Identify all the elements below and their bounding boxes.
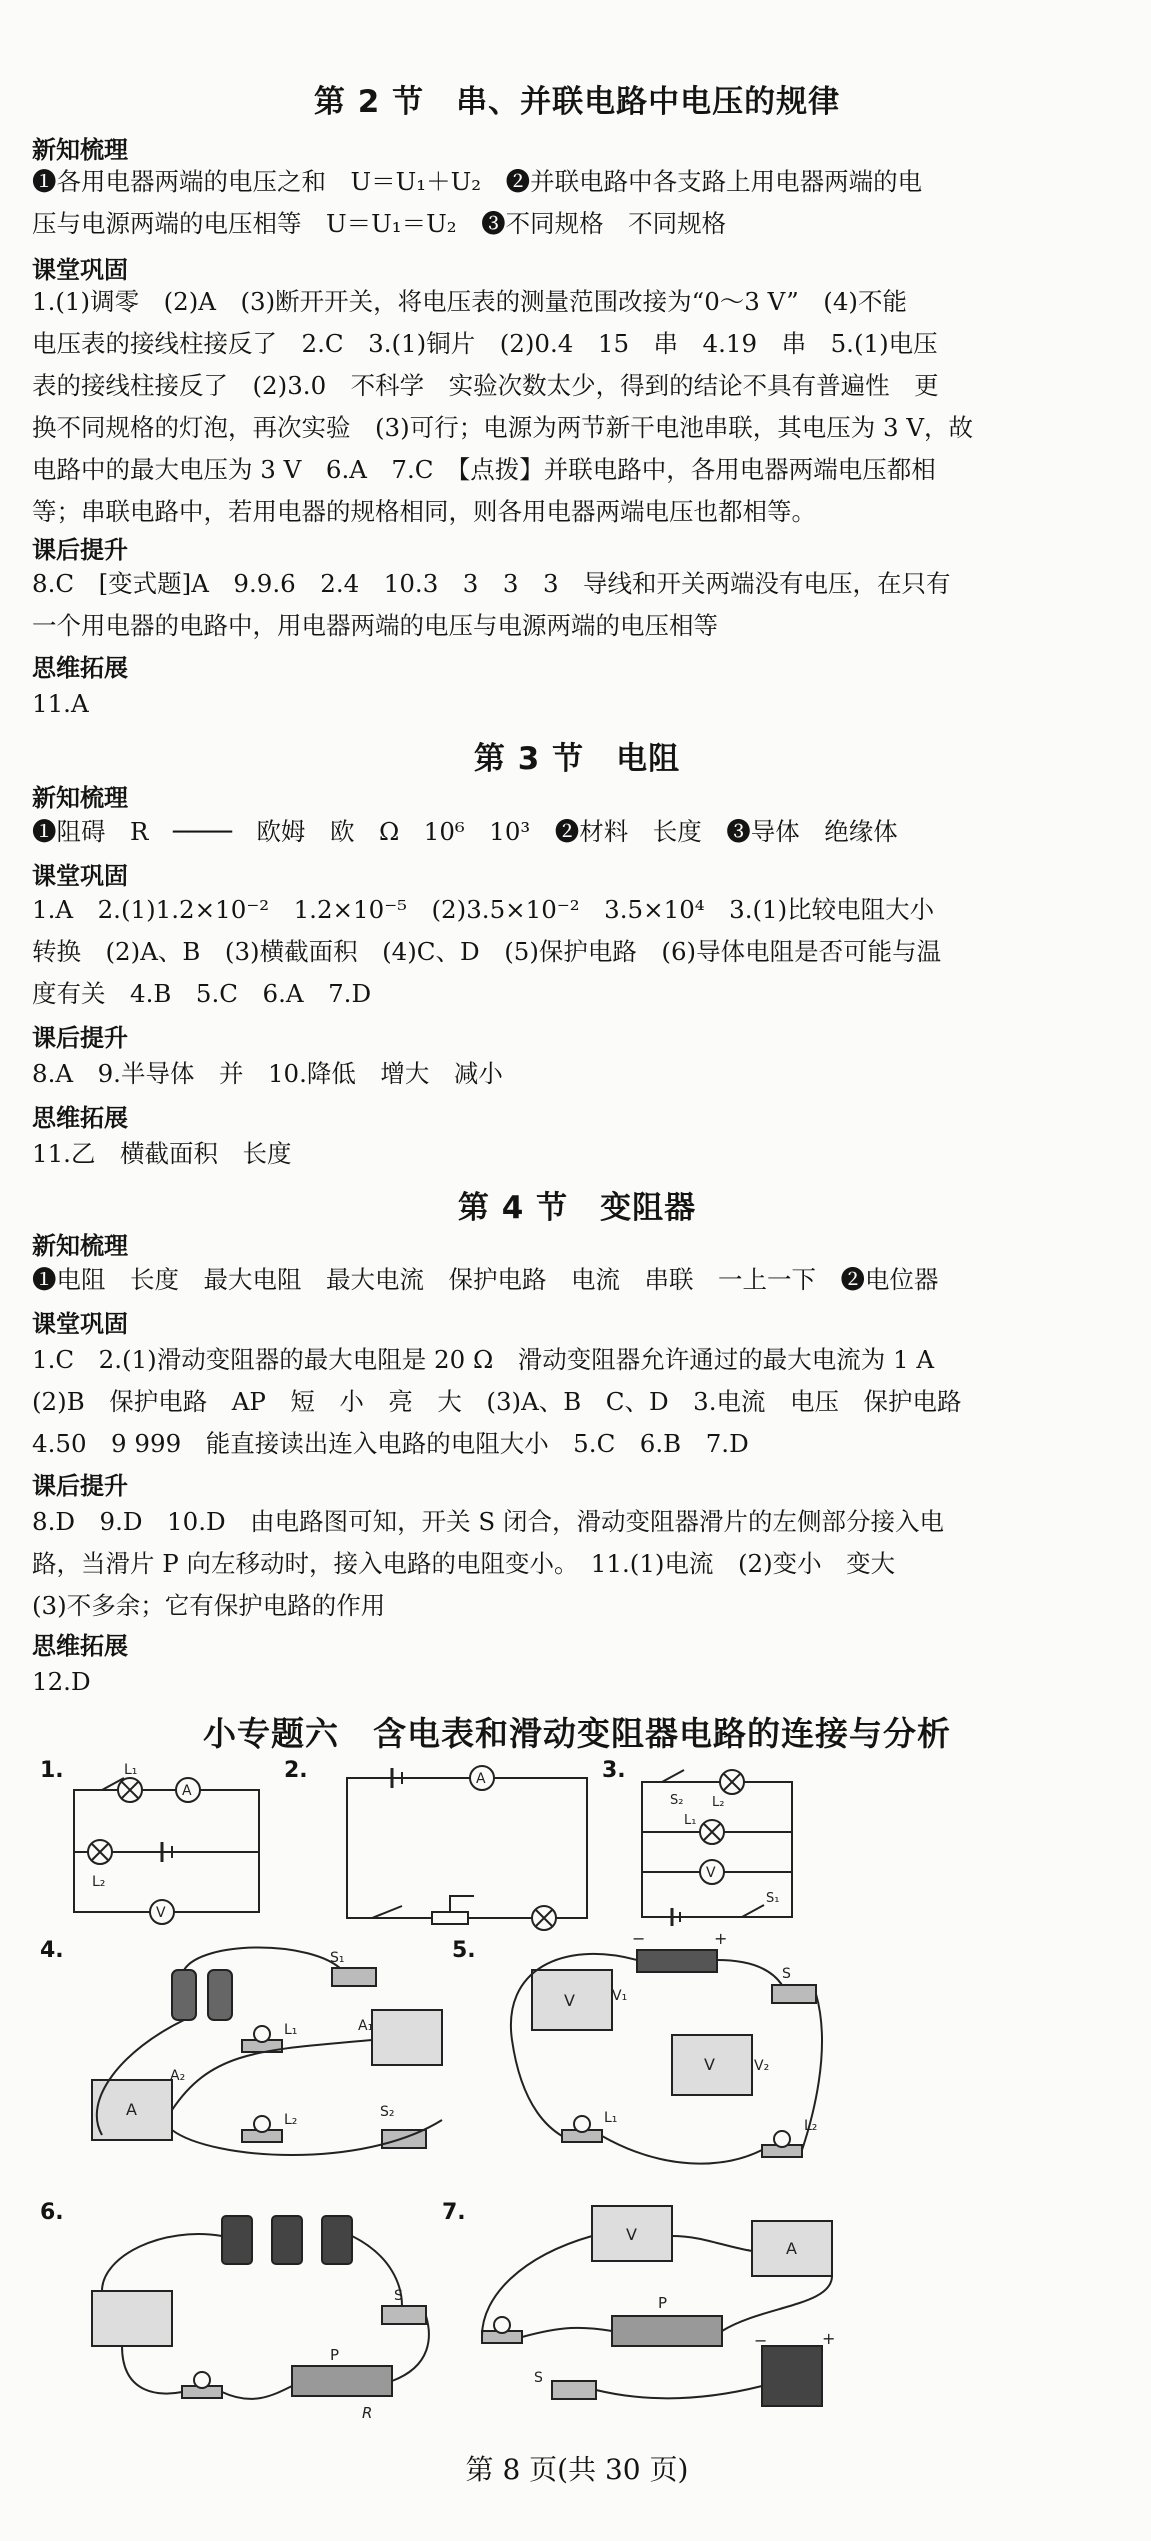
- circuit-wire: [102, 2234, 222, 2291]
- label-l1: L₁: [284, 2022, 298, 2038]
- lamp-bulb: [194, 2372, 210, 2388]
- circuit-wire: [717, 1960, 782, 1985]
- label-s: S: [782, 1966, 791, 1982]
- circuit-wire: [184, 1948, 342, 1971]
- page-footer: 第 8 页(共 30 页): [465, 2453, 689, 2486]
- figure-number: 1.: [40, 1758, 64, 1783]
- answer-line: 换不同规格的灯泡，再次实验 (3)可行；电源为两节新干电池串联，其电压为 3 V，故: [32, 413, 974, 442]
- label-v: V: [564, 1991, 575, 2010]
- switch-s: [552, 2381, 596, 2399]
- label-a2: A₂: [170, 2068, 186, 2084]
- switch-s1-symbol: [742, 1905, 764, 1917]
- circuit-diagram-2: [312, 1762, 602, 1932]
- answer-line: 电路中的最大电压为 3 V 6.A 7.C 【点拨】并联电路中，各用电器两端电压都相: [32, 455, 936, 484]
- label-v2: V₂: [754, 2058, 770, 2074]
- switch-s2-symbol: [662, 1770, 684, 1782]
- subsection-heading: 课后提升: [32, 536, 128, 564]
- circuit-wire: [122, 2346, 182, 2394]
- label-l2: L₂: [92, 1874, 106, 1890]
- figure-number: 4.: [40, 1938, 64, 1963]
- battery-cell: [322, 2216, 352, 2264]
- label-plus: +: [822, 2329, 836, 2348]
- circuit-wire: [596, 2386, 762, 2398]
- subsection-heading: 课堂巩固: [32, 862, 128, 890]
- figure-number: 2.: [284, 1758, 308, 1783]
- subsection-heading: 课堂巩固: [32, 256, 128, 284]
- answer-line: 8.A 9.半导体 并 10.降低 增大 减小: [32, 1059, 503, 1088]
- answer-line: 电压表的接线柱接反了 2.C 3.(1)铜片 (2)0.4 15 串 4.19 串 5.(1)电压: [32, 329, 938, 358]
- section-title: 第 3 节 电阻: [473, 741, 681, 777]
- circuit-diagram-4: [62, 1930, 462, 2190]
- battery-cell: [172, 1970, 196, 2020]
- label-r: R: [362, 2404, 373, 2422]
- circuit-diagram-3: [632, 1762, 832, 1932]
- battery-pack: [637, 1950, 717, 1972]
- label-l1: L₁: [124, 1762, 138, 1778]
- answer-line: (3)不多余；它有保护电路的作用: [32, 1591, 386, 1620]
- rheostat-symbol: [432, 1912, 468, 1924]
- answer-line: 等；串联电路中，若用电器的规格相同，则各用电器两端电压也都相等。: [32, 497, 816, 526]
- subsection-heading: 课堂巩固: [32, 1310, 128, 1338]
- lamp-bulb: [254, 2026, 270, 2042]
- special-topic-title: 小专题六 含电表和滑动变阻器电路的连接与分析: [203, 1714, 951, 1753]
- subsection-heading: 新知梳理: [32, 136, 128, 164]
- battery-cell: [272, 2216, 302, 2264]
- section-title: 第 2 节 串、并联电路中电压的规律: [313, 84, 841, 120]
- figure-number: 7.: [442, 2200, 466, 2225]
- subsection-heading: 课后提升: [32, 1472, 128, 1500]
- label-p: P: [330, 2346, 340, 2364]
- answer-line: 1.(1)调零 (2)A (3)断开开关，将电压表的测量范围改接为“0～3 V” (4)不能: [32, 287, 907, 316]
- label-s: S: [534, 2370, 543, 2386]
- label-plus: +: [714, 1930, 728, 1948]
- answer-line: 路，当滑片 P 向左移动时，接入电路的电阻变小。 11.(1)电流 (2)变小 变大: [32, 1549, 896, 1578]
- answer-line: ❶阻碍 R ──── 欧姆 欧 Ω 10⁶ 10³ ❷材料 长度 ❸导体 绝缘体: [32, 817, 898, 846]
- label-s1: S₁: [330, 1950, 345, 1966]
- answer-line: 12.D: [32, 1667, 91, 1696]
- answer-line: 1.A 2.(1)1.2×10⁻² 1.2×10⁻⁵ (2)3.5×10⁻² 3.5×10⁴ 3.(1)比较电阻大小: [32, 895, 935, 924]
- label-v: V: [706, 1865, 716, 1881]
- figure-number: 3.: [602, 1758, 626, 1783]
- circuit-diagram-7: [462, 2196, 862, 2426]
- battery-cell: [208, 1970, 232, 2020]
- switch-s: [772, 1985, 816, 2003]
- answer-line: 8.C [变式题]A 9.9.6 2.4 10.3 3 3 3 导线和开关两端没有电压，在只有: [32, 569, 951, 598]
- label-l2: L₂: [804, 2118, 818, 2134]
- lamp-bulb: [254, 2116, 270, 2132]
- lamp-bulb: [494, 2317, 510, 2333]
- label-l1: L₁: [604, 2110, 618, 2126]
- circuit-wire: [172, 2040, 372, 2110]
- label-a: A: [126, 2100, 137, 2119]
- label-a: A: [786, 2239, 797, 2258]
- label-l2: L₂: [712, 1795, 725, 1810]
- label-a: A: [476, 1771, 486, 1787]
- answer-line: 转换 (2)A、B (3)横截面积 (4)C、D (5)保护电路 (6)导体电阻是否可能与温: [32, 937, 942, 966]
- rheostat: [612, 2316, 722, 2346]
- rheostat: [292, 2366, 392, 2396]
- section-title: 第 4 节 变阻器: [457, 1190, 697, 1226]
- subsection-heading: 新知梳理: [32, 784, 128, 812]
- answer-line: 1.C 2.(1)滑动变阻器的最大电阻是 20 Ω 滑动变阻器允许通过的最大电流为 1 A: [32, 1345, 935, 1374]
- label-s: S: [394, 2288, 403, 2304]
- label-a1: A₁: [358, 2018, 374, 2034]
- answer-line: 11.乙 横截面积 长度: [32, 1139, 292, 1168]
- figure-number: 5.: [452, 1938, 476, 1963]
- battery-pack: [762, 2346, 822, 2406]
- subsection-heading: 新知梳理: [32, 1232, 128, 1260]
- circuit-diagram-5: [482, 1930, 842, 2190]
- battery-cell: [222, 2216, 252, 2264]
- label-v: V: [704, 2055, 715, 2074]
- label-v: V: [626, 2225, 637, 2244]
- meter: [92, 2291, 172, 2346]
- answer-line: ❶电阻 长度 最大电阻 最大电流 保护电路 电流 串联 一上一下 ❷电位器: [32, 1265, 939, 1294]
- answer-line: 压与电源两端的电压相等 U＝U₁＝U₂ ❸不同规格 不同规格: [32, 209, 727, 238]
- label-s2: S₂: [670, 1793, 684, 1808]
- label-v1: V₁: [612, 1988, 628, 2004]
- answer-page: [32, 0, 1122, 2541]
- circuit-wire: [522, 2328, 612, 2337]
- label-l2: L₂: [284, 2112, 298, 2128]
- figure-number: 6.: [40, 2200, 64, 2225]
- circuit-wire: [222, 2386, 292, 2399]
- answer-line: (2)B 保护电路 AP 短 小 亮 大 (3)A、B C、D 3.电流 电压 保护电路: [32, 1387, 962, 1416]
- label-minus: −: [632, 1930, 646, 1948]
- circuit-wire: [672, 2236, 752, 2251]
- subsection-heading: 思维拓展: [32, 1104, 128, 1132]
- label-v: V: [156, 1905, 166, 1921]
- answer-line: 度有关 4.B 5.C 6.A 7.D: [32, 979, 372, 1008]
- subsection-heading: 思维拓展: [32, 1632, 128, 1660]
- switch-s1: [332, 1968, 376, 1986]
- answer-line: 表的接线柱接反了 (2)3.0 不科学 实验次数太少，得到的结论不具有普遍性 更: [32, 371, 939, 400]
- circuit-wire: [602, 2136, 762, 2164]
- subsection-heading: 思维拓展: [32, 654, 128, 682]
- switch-symbol: [372, 1906, 402, 1918]
- label-p: P: [658, 2294, 668, 2312]
- subsection-heading: 课后提升: [32, 1024, 128, 1052]
- circuit-wire: [722, 2276, 832, 2331]
- answer-line: 一个用电器的电路中，用电器两端的电压与电源两端的电压相等: [32, 611, 718, 640]
- lamp-bulb: [574, 2116, 590, 2132]
- answer-line: 8.D 9.D 10.D 由电路图可知，开关 S 闭合，滑动变阻器滑片的左侧部分接入电: [32, 1507, 944, 1536]
- label-s1: S₁: [766, 1891, 780, 1906]
- circuit-diagram-6: [62, 2196, 462, 2426]
- label-minus: −: [754, 2331, 768, 2350]
- circuit-diagram-1: [62, 1762, 282, 1932]
- label-s2: S₂: [380, 2104, 395, 2120]
- switch-s: [382, 2306, 426, 2324]
- answer-line: 11.A: [32, 689, 89, 718]
- ammeter-a1: [372, 2010, 442, 2065]
- label-a: A: [182, 1783, 192, 1799]
- answer-line: ❶各用电器两端的电压之和 U＝U₁＋U₂ ❷并联电路中各支路上用电器两端的电: [32, 167, 923, 196]
- lamp-bulb: [774, 2131, 790, 2147]
- circuit-wire: [392, 2316, 429, 2381]
- label-l1: L₁: [684, 1813, 697, 1828]
- answer-line: 4.50 9 999 能直接读出连入电路的电阻大小 5.C 6.B 7.D: [32, 1429, 749, 1458]
